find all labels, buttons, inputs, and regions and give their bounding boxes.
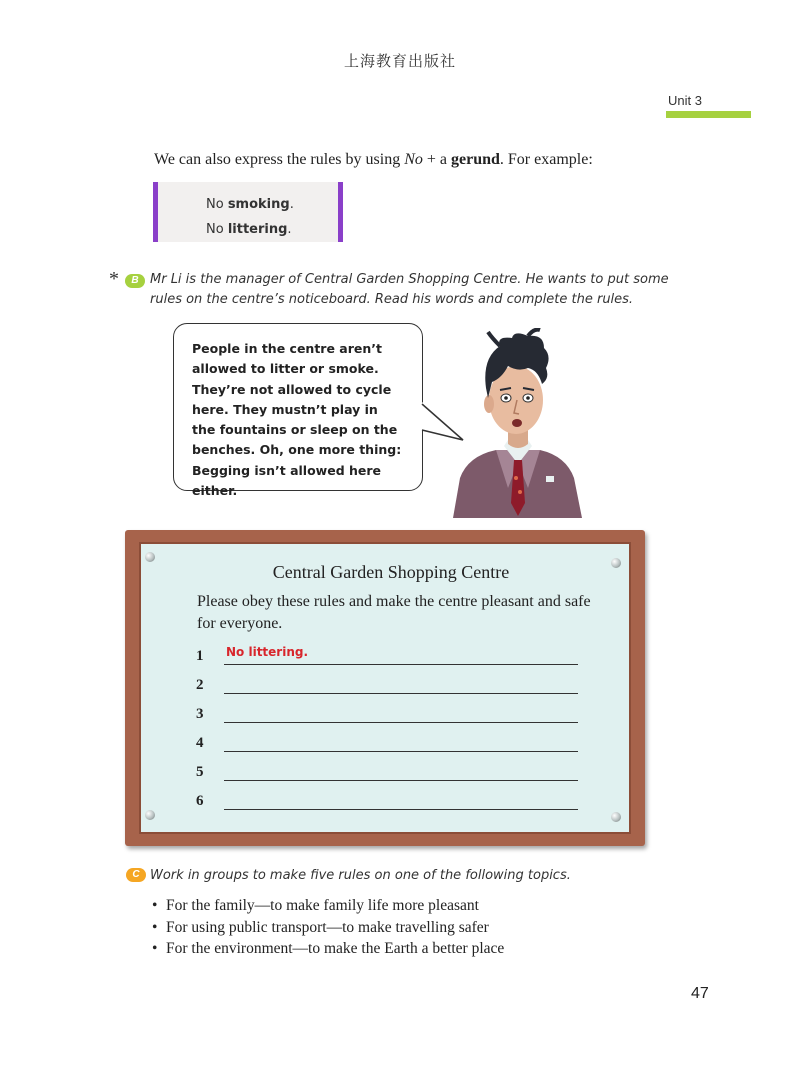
example-gerund: smoking bbox=[227, 197, 290, 212]
example-box bbox=[153, 182, 343, 242]
mr-li-illustration bbox=[448, 328, 588, 518]
unit-label: Unit 3 bbox=[668, 93, 702, 108]
speech-line: allowed to litter or smoke. bbox=[192, 361, 379, 377]
intro-text-3: . For example: bbox=[499, 151, 593, 168]
topic-list bbox=[152, 895, 712, 960]
answer-line[interactable] bbox=[224, 693, 578, 694]
answer-line[interactable] bbox=[224, 809, 578, 810]
example-end: . bbox=[287, 222, 292, 237]
section-b-badge: B bbox=[125, 274, 145, 288]
rule-row bbox=[196, 706, 586, 726]
star-marker: * bbox=[109, 268, 119, 290]
intro-no-word: No bbox=[404, 151, 423, 168]
speech-line: here. They mustn’t play in bbox=[192, 401, 378, 417]
page-number: 47 bbox=[691, 985, 709, 1002]
intro-text-1: We can also express the rules by using bbox=[154, 151, 405, 168]
speech-line: People in the centre aren’t bbox=[192, 341, 382, 356]
answer-line[interactable] bbox=[224, 751, 578, 752]
topic-item: • For using public transport—to make travelling safer bbox=[152, 917, 712, 939]
unit-tag bbox=[666, 93, 751, 118]
section-c-badge: C bbox=[126, 868, 146, 882]
rule-number: 4 bbox=[196, 735, 204, 751]
rule-row bbox=[196, 645, 586, 668]
speech-line: They’re not allowed to cycle bbox=[192, 381, 392, 397]
speech-line: the fountains or sleep on the bbox=[192, 422, 398, 438]
rule-number: 6 bbox=[196, 793, 204, 809]
intro-gerund-word: gerund bbox=[451, 151, 500, 168]
rule-number: 3 bbox=[196, 706, 204, 722]
example-no: No bbox=[206, 222, 228, 237]
rule-answer: No littering. bbox=[226, 645, 309, 659]
unit-bar bbox=[666, 111, 751, 118]
pin-icon bbox=[611, 812, 621, 822]
example-end: . bbox=[289, 197, 294, 212]
answer-line[interactable] bbox=[224, 664, 578, 665]
rule-row bbox=[196, 677, 586, 697]
topic-item: • For the family—to make family life more pleasant bbox=[152, 895, 712, 917]
example-line bbox=[206, 217, 338, 242]
section-c-instruction: Work in groups to make five rules on one of the following topics. bbox=[150, 868, 571, 883]
pin-icon bbox=[145, 810, 155, 820]
speech-line: benches. Oh, one more thing: bbox=[192, 442, 402, 458]
intro-sentence bbox=[154, 151, 593, 169]
speech-bubble bbox=[173, 323, 423, 499]
example-no: No bbox=[206, 197, 228, 212]
rule-number: 5 bbox=[196, 764, 204, 780]
answer-line[interactable] bbox=[224, 780, 578, 781]
publisher-name: 上海教育出版社 bbox=[343, 52, 456, 70]
rule-number: 2 bbox=[196, 677, 204, 693]
rule-row bbox=[196, 793, 586, 813]
intro-text-2: + a bbox=[422, 151, 451, 168]
topic-item: • For the environment—to make the Earth a better place bbox=[152, 938, 712, 960]
answer-line[interactable] bbox=[224, 722, 578, 723]
example-line bbox=[206, 192, 338, 217]
pin-icon bbox=[145, 552, 155, 562]
section-b-instruction: Mr Li is the manager of Central Garden Shopping Centre. He wants to put some rules on the centre’s noticeboard. Read his words and complete the rules. bbox=[150, 272, 669, 307]
rule-row bbox=[196, 764, 586, 784]
noticeboard-title: Central Garden Shopping Centre bbox=[272, 562, 510, 582]
rule-number: 1 bbox=[196, 648, 204, 664]
example-gerund: littering bbox=[227, 222, 288, 237]
speech-line: Begging isn’t allowed here either. bbox=[192, 462, 382, 499]
rule-row bbox=[196, 735, 586, 755]
noticeboard-subtitle: Please obey these rules and make the centre pleasant and safe for everyone. bbox=[197, 593, 591, 632]
